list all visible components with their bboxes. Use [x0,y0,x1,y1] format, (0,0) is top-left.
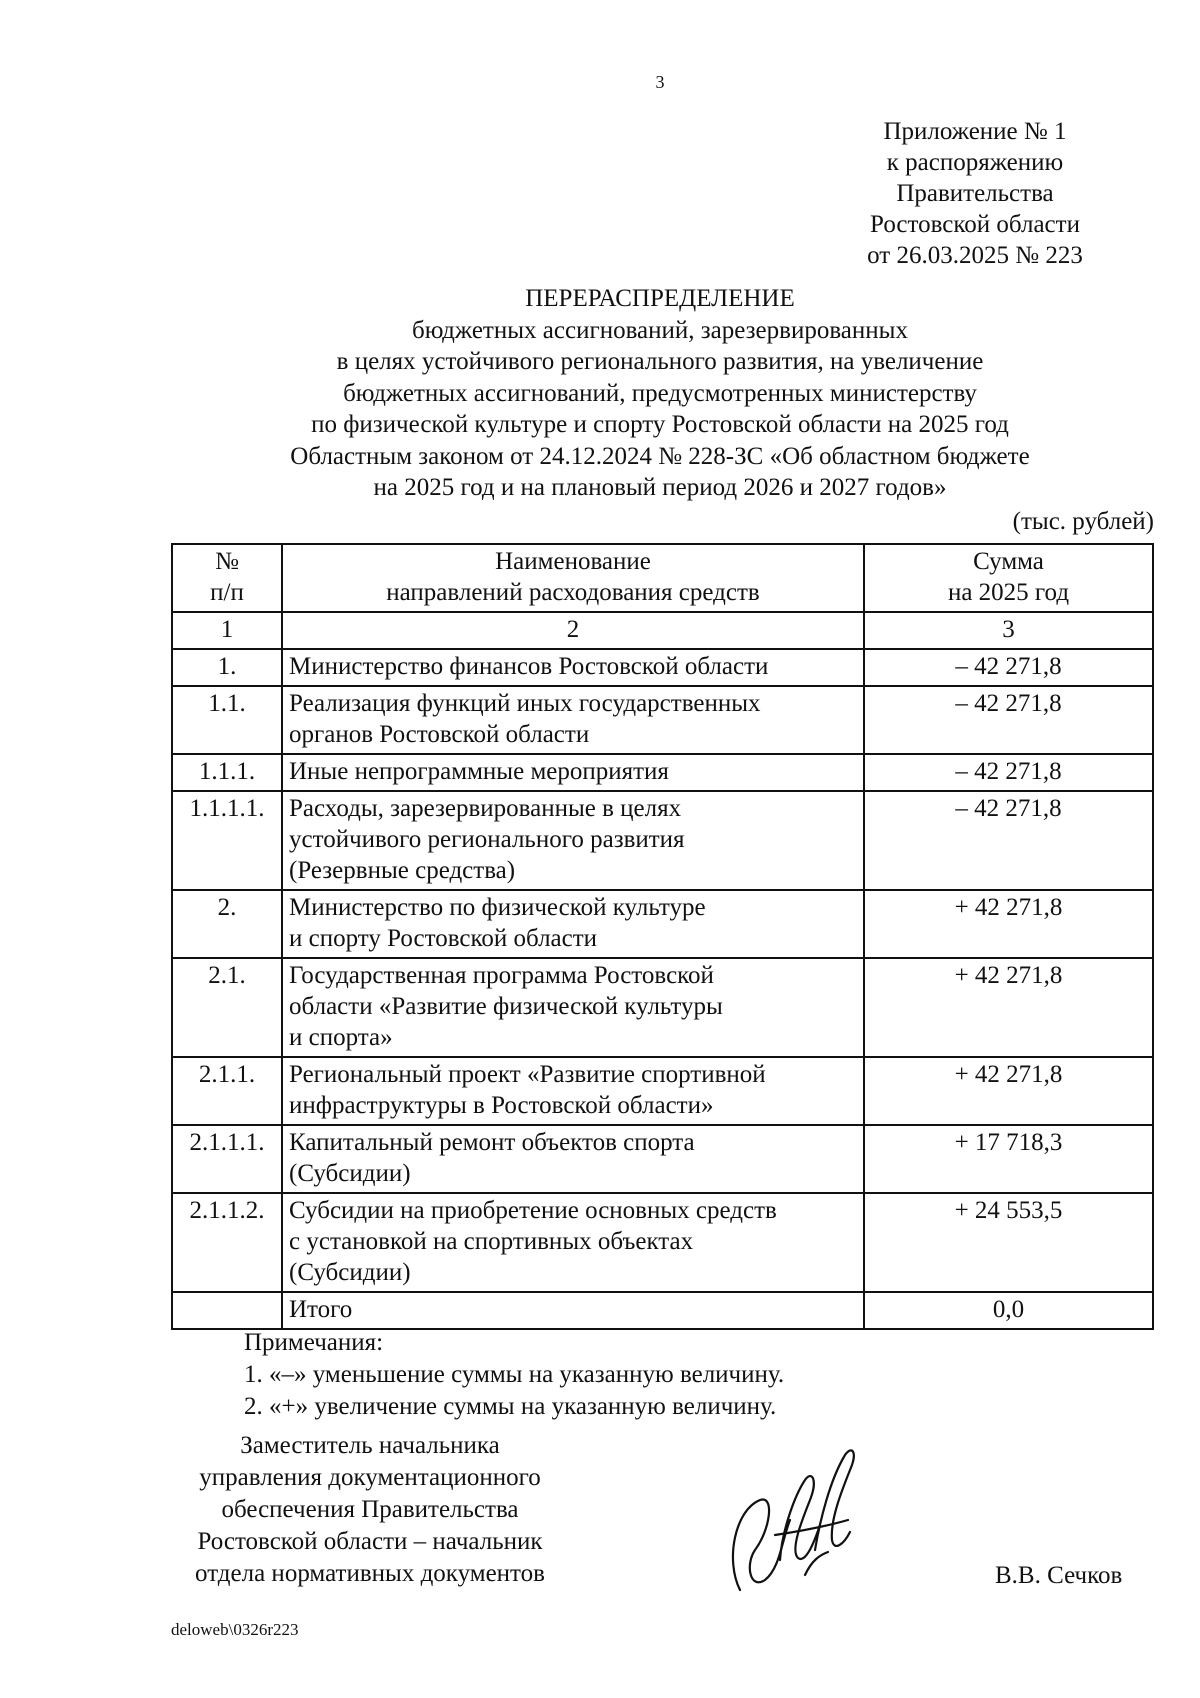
row-name-cell [282,1125,864,1193]
row-name-line: инфраструктуры в Ростовской области» [289,1092,714,1119]
row-name-cell [282,754,864,791]
row-sum-cell: + 17 718,3 [864,1125,1153,1193]
row-number-cell: 2.1.1.2. [172,1193,282,1292]
document-title [170,283,1150,504]
row-name-line: Субсидии на приобретение основных средств [289,1197,777,1224]
header-num-cell [172,544,282,612]
title-line: Областным законом от 24.12.2024 № 228-ЗС «Об областном бюджете [290,442,1030,470]
row-number-cell: 1. [172,649,282,686]
signer-position [160,1430,580,1590]
title-line: по физической культуре и спорту Ростовской области на 2025 год [311,411,1009,438]
row-name-line: Реализация функций иных государственных [289,690,761,717]
signer-line: управления документационного [199,1464,541,1491]
table-row [172,754,1153,791]
row-name-cell [282,1292,864,1329]
row-name-cell [282,649,864,686]
header-name-cell [282,544,864,612]
notes-block [244,1327,784,1423]
annex-line: Правительства [896,180,1054,207]
title-line: в целях устойчивого регионального развития, на увеличение [336,348,984,375]
row-sum-cell: + 24 553,5 [864,1193,1153,1292]
row-number-cell: 2.1. [172,958,282,1057]
row-sum-cell: – 42 271,8 [864,754,1153,791]
header-name-line: Наименование [495,548,651,575]
signer-name: В.В. Сечков [995,1562,1123,1589]
page-number: 3 [655,72,665,92]
row-name-line: с установкой на спортивных объектах [289,1228,694,1255]
header-sum-line: Сумма [973,548,1044,575]
row-name-line: и спорту Ростовской области [289,925,598,952]
row-name-line: Итого [289,1296,353,1323]
row-sum-cell: + 42 271,8 [864,1057,1153,1125]
table-row [172,649,1153,686]
row-sum-cell: + 42 271,8 [864,958,1153,1057]
row-name-line: (Субсидии) [289,1160,411,1187]
row-name-cell [282,686,864,754]
row-name-line: области «Развитие физической культуры [289,993,723,1020]
header-sum-line: на 2025 год [947,579,1070,606]
row-name-line: Иные непрограммные мероприятия [289,758,669,785]
row-number-cell [172,1292,282,1329]
table-row [172,1057,1153,1125]
row-sum-cell: – 42 271,8 [864,686,1153,754]
title-line: бюджетных ассигнований, зарезервированных [412,316,908,344]
row-name-cell [282,791,864,890]
col-index-cell: 3 [864,612,1153,649]
title-line: бюджетных ассигнований, предусмотренных министерству [343,379,977,407]
document-id: deloweb\0326r223 [171,1620,299,1639]
row-number-cell: 1.1.1.1. [172,791,282,890]
signer-line: Заместитель начальника [240,1432,500,1459]
row-name-cell [282,1057,864,1125]
units-label: (тыс. рублей) [1012,508,1154,535]
row-number-cell: 2.1.1. [172,1057,282,1125]
note-item: 1. «–» уменьшение суммы на указанную величину. [244,1361,785,1388]
row-name-line: Капитальный ремонт объектов спорта [289,1129,695,1156]
note-item: 2. «+» увеличение суммы на указанную величину. [244,1393,777,1420]
row-name-line: Региональный проект «Развитие спортивной [289,1061,766,1088]
row-name-line: и спорта» [289,1024,393,1051]
row-number-cell: 1.1. [172,686,282,754]
table-row [172,1193,1153,1292]
title-heading: ПЕРЕРАСПРЕДЕЛЕНИЕ [525,285,795,312]
row-number-cell: 2. [172,890,282,958]
annex-line: Приложение № 1 [883,118,1067,145]
annex-line: Ростовской области [870,211,1080,238]
row-number-cell: 2.1.1.1. [172,1125,282,1193]
annex-line: от 26.03.2025 № 223 [867,242,1083,269]
row-name-cell [282,890,864,958]
row-name-line: (Резервные средства) [289,857,516,884]
table-row [172,890,1153,958]
row-name-line: Министерство по физической культуре [289,894,706,921]
column-index-row [172,612,1153,649]
table-row [172,686,1153,754]
table-header-row [172,544,1153,612]
row-sum-cell: – 42 271,8 [864,791,1153,890]
col-index-cell: 1 [172,612,282,649]
notes-heading: Примечания: [244,1329,384,1356]
row-name-line: устойчивого регионального развития [289,826,685,853]
row-name-cell [282,958,864,1057]
budget-table [171,543,1154,1330]
header-num-line: № [215,548,239,575]
annex-block [800,116,1150,271]
header-sum-cell [864,544,1153,612]
header-num-line: п/п [210,579,244,606]
row-sum-cell: – 42 271,8 [864,649,1153,686]
handwritten-signature [720,1440,870,1600]
table-row [172,958,1153,1057]
row-name-line: Государственная программа Ростовской [289,962,714,989]
col-index-cell: 2 [282,612,864,649]
row-name-line: Министерство финансов Ростовской области [289,653,769,680]
row-name-line: органов Ростовской области [289,721,590,748]
signer-line: Ростовской области – начальник [197,1528,543,1555]
header-name-line: направлений расходования средств [386,579,760,606]
signer-line: обеспечения Правительства [221,1496,519,1523]
row-number-cell: 1.1.1. [172,754,282,791]
table-row [172,791,1153,890]
table-row [172,1125,1153,1193]
row-sum-cell: 0,0 [864,1292,1153,1329]
row-name-line: Расходы, зарезервированные в целях [289,795,682,822]
annex-line: к распоряжению [886,149,1064,176]
signer-line: отдела нормативных документов [195,1560,545,1587]
row-sum-cell: + 42 271,8 [864,890,1153,958]
title-line: на 2025 год и на плановый период 2026 и 2027 годов» [373,474,947,501]
row-name-cell [282,1193,864,1292]
row-name-line: (Субсидии) [289,1259,411,1286]
table-row [172,1292,1153,1329]
